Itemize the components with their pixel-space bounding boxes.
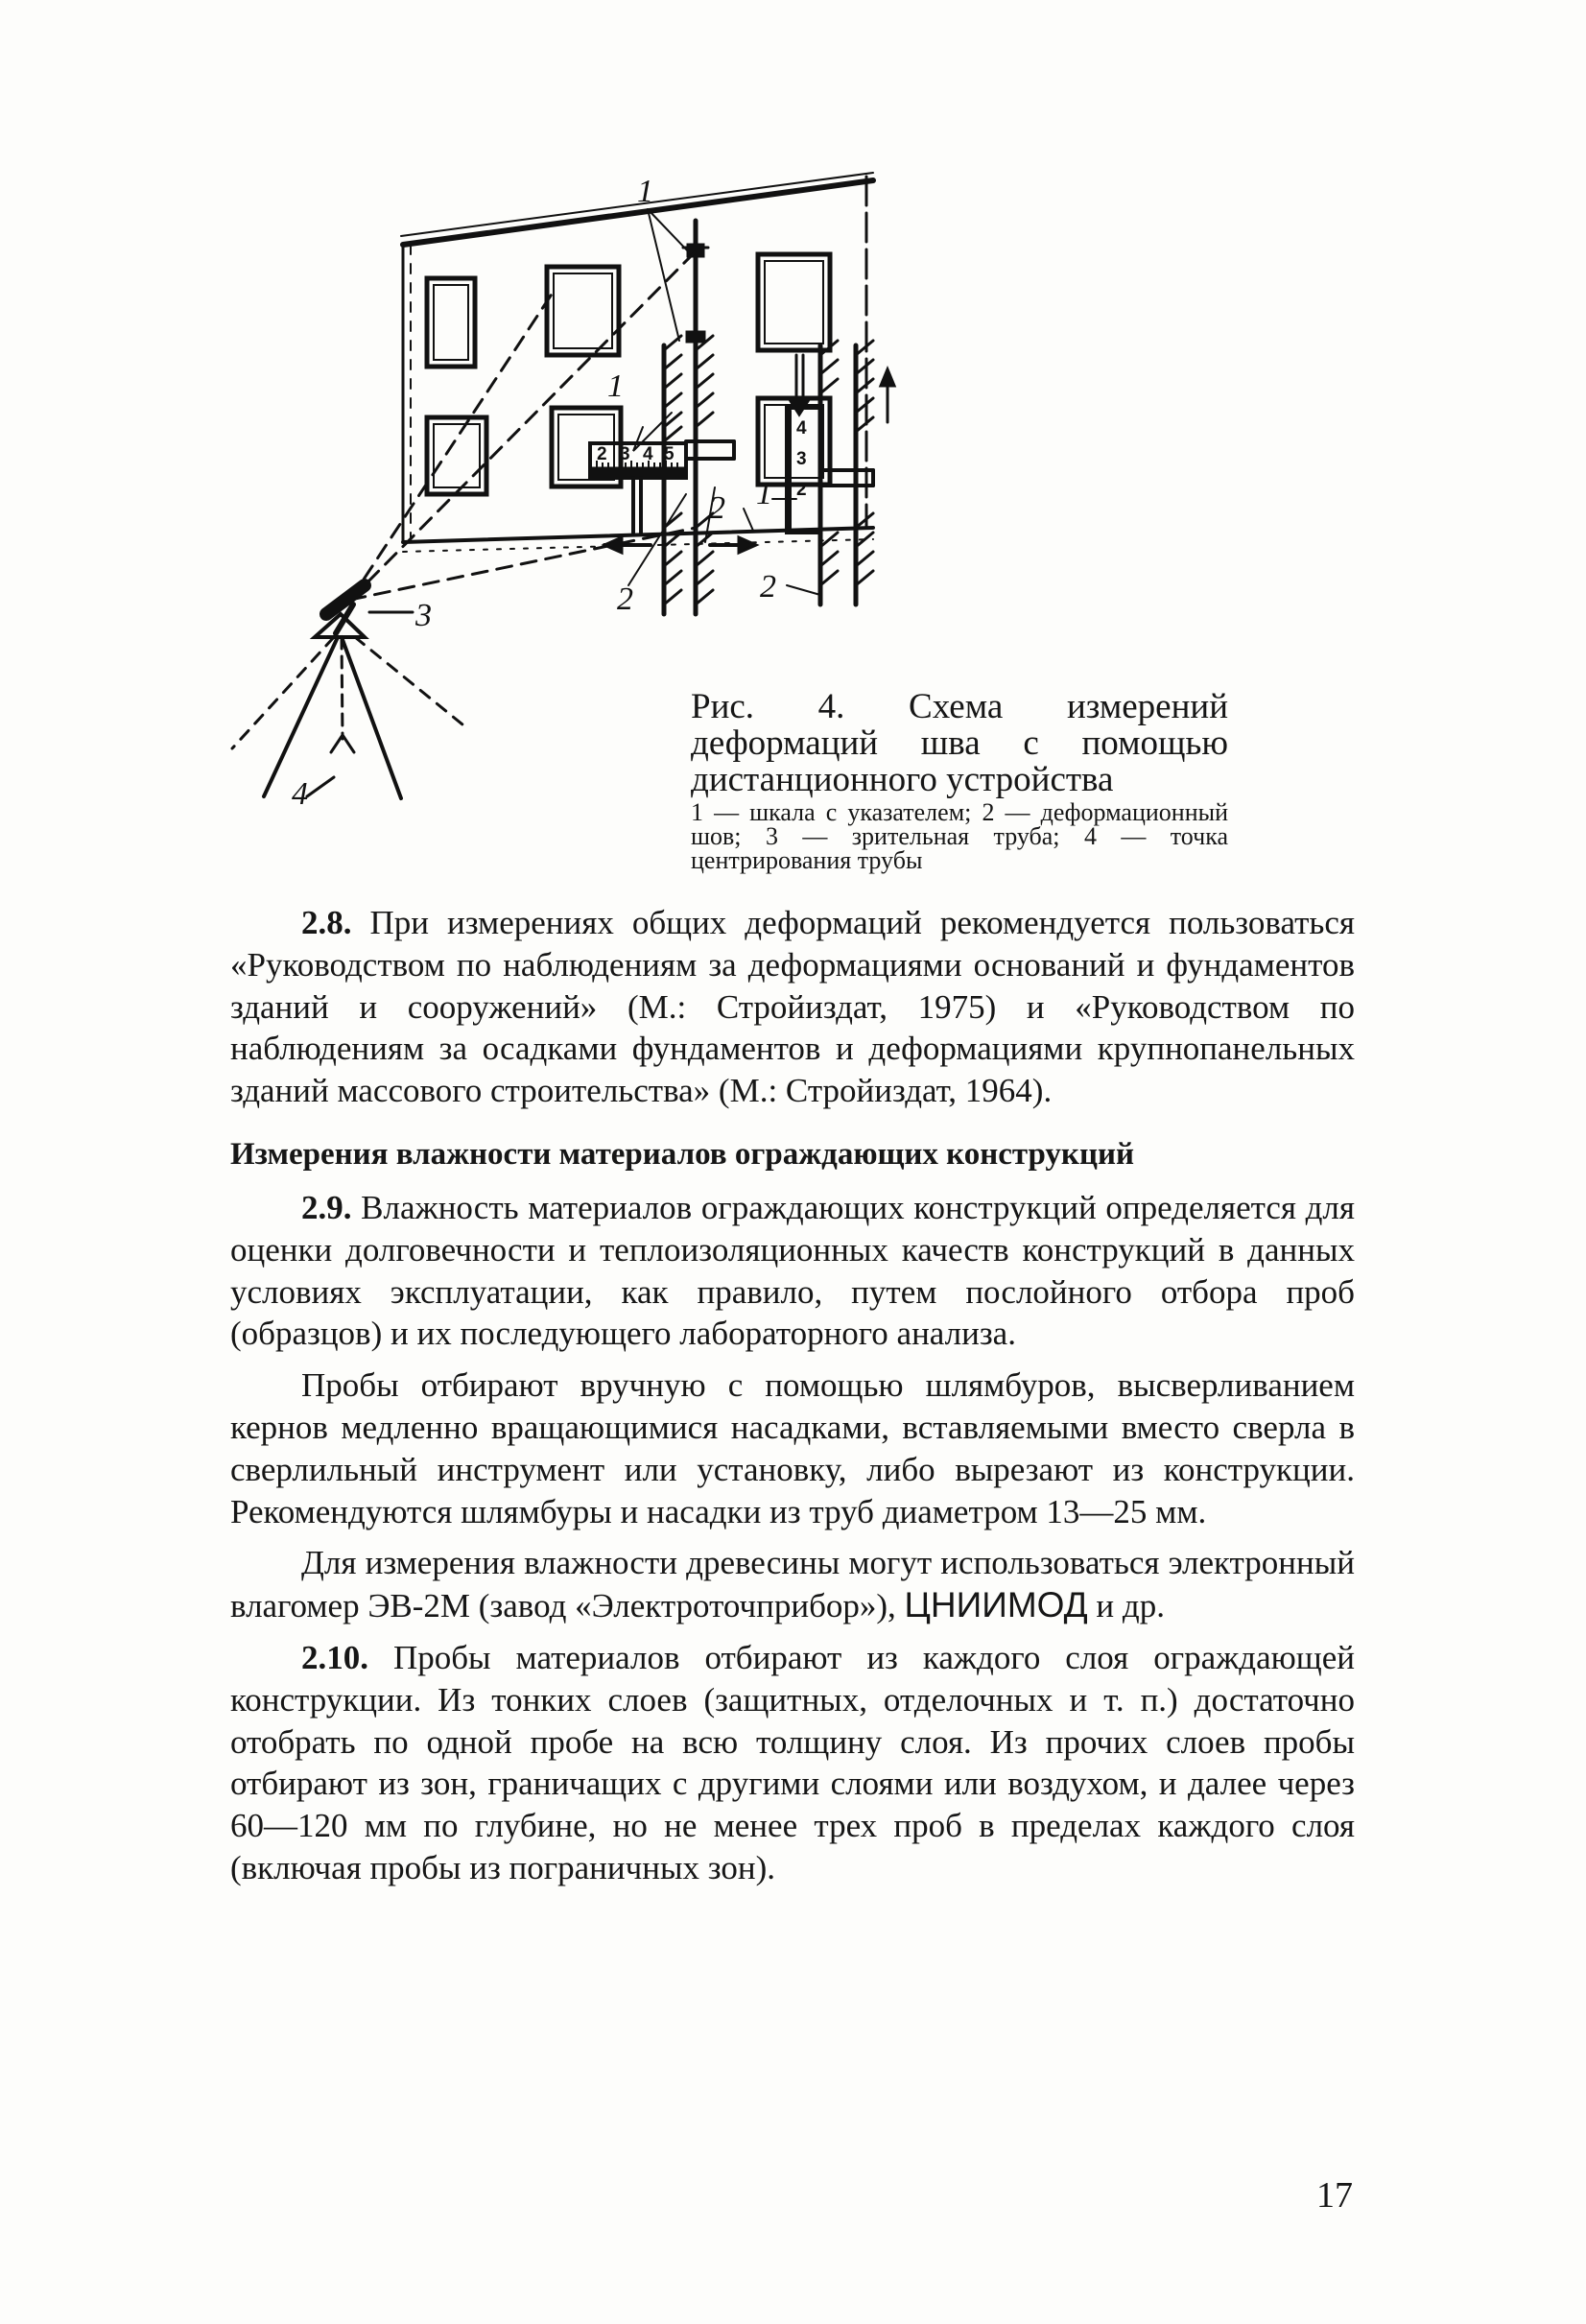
organization-name: ЦНИИМОД xyxy=(904,1585,1088,1625)
figure-caption xyxy=(691,689,1228,872)
scale-num: 4 xyxy=(643,444,653,464)
section-number: 2.8. xyxy=(301,904,352,941)
page-number: 17 xyxy=(1316,2175,1353,2216)
scale-num: 3 xyxy=(620,444,630,464)
paragraph-text: Для измерения влажности древесины могут использоваться электронный влагомер ЭВ-2М (завод «Электроточприбор»), xyxy=(230,1544,1355,1625)
scale-num: 4 xyxy=(796,418,807,439)
callout-label: 1 xyxy=(756,476,772,511)
caption-legend: 1 — шкала с указателем; 2 — деформационный шов; 3 — зрительная труба; 4 — точка центрирования трубы xyxy=(691,798,1228,874)
callout-label: 2 xyxy=(617,581,633,617)
paragraph-2-9 xyxy=(230,1187,1355,1355)
section-heading: Измерения влажности материалов ограждающих конструкций xyxy=(230,1136,1134,1172)
paragraph-wood-moisture xyxy=(230,1542,1355,1627)
callout-label: 3 xyxy=(415,598,432,633)
callout-label: 2 xyxy=(760,569,776,605)
paragraph-2-8 xyxy=(230,902,1355,1112)
detail-vertical-scale xyxy=(772,341,894,605)
scale-num: 2 xyxy=(597,444,607,464)
callout-label: 2 xyxy=(709,490,725,526)
callout-label: 1 xyxy=(637,174,653,209)
section-number: 2.10. xyxy=(301,1638,368,1676)
paragraph-text: и др. xyxy=(1087,1587,1165,1625)
paragraph-text: Влажность материалов ограждающих конструкций определяется для оценки долговечности и теплоизоляционных качеств конструкций в данных условиях эксплуатации, как правило, путем послойного отбора проб (образцов) и их последующего лабораторного анализа. xyxy=(230,1188,1355,1353)
section-number: 2.9. xyxy=(301,1188,352,1226)
scale-numerals-vertical xyxy=(796,418,807,500)
callout-label: 4 xyxy=(292,776,308,812)
caption-title: Рис. 4. Схема измерений деформаций шва с помощью дистанционного устройства xyxy=(691,687,1228,799)
scale-num: 3 xyxy=(796,449,807,469)
paragraph-text: При измерениях общих деформаций рекомендуется пользоваться «Руководством по наблюдениям за деформациями оснований и фундаментов зданий и сооружений» (М.: Стройиздат, 1975) и «Руководством по наблюдениям за осадками фундаментов и деформациями крупнопанельных зданий массового строительства» (М.: Стройиздат, 1964). xyxy=(230,904,1355,1110)
paragraph-2-10 xyxy=(230,1637,1355,1889)
scale-num: 5 xyxy=(664,444,675,464)
scale-device-on-seam xyxy=(648,209,708,342)
paragraph-samples: Пробы отбирают вручную с помощью шлямбуров, высверливанием кернов медленно вращающимися насадками, вставляемыми вместо сверла в сверлильный инструмент или установку, либо вырезают из конструкции. Рекомендуются шлямбуры и насадки из труб диаметром 13—25 мм. xyxy=(230,1366,1355,1530)
scale-num: 2 xyxy=(796,480,807,500)
body-text xyxy=(230,902,1355,1889)
callout-label: 1 xyxy=(607,368,624,404)
paragraph-text: Пробы материалов отбирают из каждого слоя ограждающей конструкции. Из тонких слоев (защитных, отделочных и т. п.) достаточно отобрать по одной пробе на всю толщину слоя. Из прочих слоев пробы отбирают из зон, граничащих с другими слоями или воздухом, и далее через 60—120 мм по глубине, но не менее трех проб в пределах каждого слоя (включая пробы из пограничных зон). xyxy=(230,1638,1355,1886)
